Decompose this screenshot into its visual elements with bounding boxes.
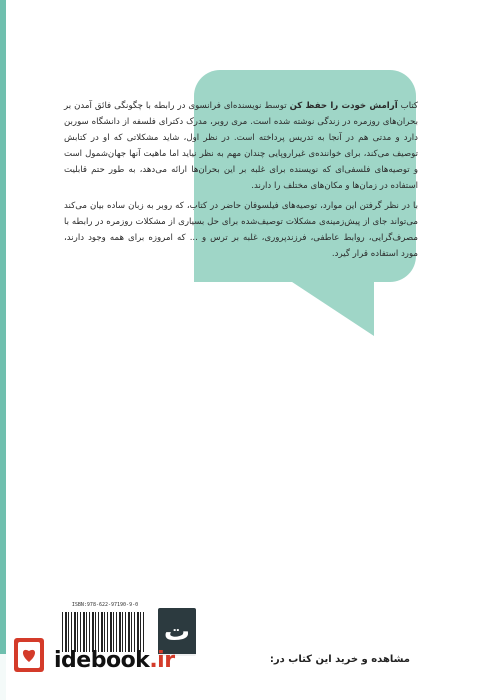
brand-name: idebook [54,648,150,673]
speech-bubble-tail [286,278,374,336]
book-heart-icon [10,632,50,676]
paragraph-1-lead: کتاب [400,101,419,111]
barcode [62,612,144,652]
paragraph-2: با در نظر گرفتن این موارد، توصیه‌های فیلسوفان حاضر در کتاب، که روبر به زبان ساده بیان می‌کند می‌تواند جای از پیش‌زمینه‌ی مشکلات توصیف‌شده برای حل بسیاری از مشکلات روزمره در رابطه با مصرف‌گرایی، روابط عاطفی، فرزندپروری، غلبه بر ترس و ... که امروزه برای همه وجود دارند، مورد استفاده قرار گیرد. [64,201,418,259]
brand-tld: .ir [149,648,175,673]
watermark-brand[interactable] [54,648,175,673]
publisher-logo-glyph: ت [163,617,191,647]
isbn-number: ISBN:978-622-97190-9-0 [71,602,139,608]
paragraph-1-body: توسط نویسنده‌ای فرانسوی در رابطه با چگونگی فائق آمدن بر بحران‌های روزمره در زندگی نوشته شده است. مری روبر، مدرک دکترای فلسفه از دانشگاه سوربن دارد و مدتی هم در آنجا به تدریس پرداخته است. در نظر اول، شاید مشکلاتی که او در کتابش توصیف می‌کند، برای خواننده‌ی غیراروپایی چندان مهم به نظر نیاید اما ماهیت آنها جهان‌شمول است و توصیه‌های فلسفی‌ای که نویسنده برای غلبه بر این بحران‌ها ارائه می‌دهد، به طور حتم قابلیت استفاده در زمان‌ها و مکان‌های مختلف را دارند. [64,101,418,191]
paragraph-1 [64,98,418,194]
spine-strip [0,0,6,700]
back-cover-text [64,98,418,266]
book-title-inline: آرامش خودت را حفظ کن [289,101,398,111]
watermark-caption: مشاهده و خرید این کتاب در: [269,654,410,665]
